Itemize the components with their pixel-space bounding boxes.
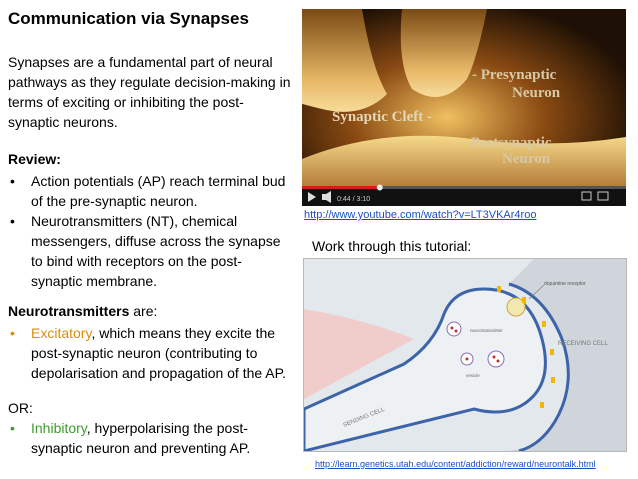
inhibitory-word: Inhibitory [31, 420, 87, 436]
excitatory-word: Excitatory [31, 325, 92, 341]
tutorial-image [303, 258, 627, 452]
or-label: OR: [8, 400, 33, 416]
label-presynaptic: - Presynaptic [472, 67, 557, 83]
label-postsynaptic: - Postsynaptic [462, 135, 552, 151]
bullet: • [10, 325, 15, 341]
nt-heading-bold: Neurotransmitters [8, 303, 130, 319]
bullet: • [10, 420, 15, 436]
video-time: 0:44 / 3:10 [337, 196, 371, 203]
label-postsynaptic-2: Neuron [502, 151, 551, 167]
intro-paragraph: Synapses are a fundamental part of neural pathways as they regulate decision-making in terms of exciting or inhibiting the post-synaptic neurons. [8, 54, 291, 130]
synapse-diagram [304, 259, 626, 451]
video-scrubber[interactable] [377, 185, 383, 191]
video-frame [302, 9, 626, 206]
tutorial-label: Work through this tutorial: [312, 238, 472, 254]
label-neurotransmitter: neurotransmitter [470, 328, 503, 333]
label-synaptic-cleft: Synaptic Cleft - [332, 109, 432, 125]
neurotransmitters-heading [8, 303, 157, 319]
video-progress-fill [302, 186, 380, 189]
bullet: • [10, 213, 15, 229]
video-link[interactable]: http://www.youtube.com/watch?v=LT3VKAr4roo [304, 209, 537, 221]
review-heading: Review: [8, 151, 61, 167]
label-vesicle: vesicle [466, 373, 480, 378]
review-item-text: Action potentials (AP) reach terminal bud of the pre-synaptic neuron. [31, 173, 286, 209]
video-player[interactable] [302, 9, 626, 206]
list-item [8, 323, 293, 383]
nt-heading-rest: are: [129, 303, 158, 319]
vesicle [488, 351, 504, 367]
list-item [8, 211, 293, 291]
label-presynaptic-2: Neuron [512, 85, 561, 101]
inhibitory-text: , hyperpolarising the post-synaptic neuron and preventing AP. [31, 420, 251, 456]
review-list [8, 171, 293, 291]
inhibitory-list [8, 418, 293, 458]
list-item [8, 418, 293, 458]
review-item-text: Neurotransmitters (NT), chemical messengers, diffuse across the synapse to bind with receptors on the post-synaptic membrane. [31, 213, 281, 289]
vesicle [447, 322, 461, 336]
label-sending-cell: SENDING CELL [342, 406, 386, 429]
label-receiving-cell: RECEIVING CELL [558, 341, 608, 347]
volume-icon[interactable] [322, 194, 326, 200]
excitatory-list [8, 323, 293, 383]
excitatory-text: , which means they excite the post-synaptic neuron (contributing to depolarisation and propagation of the AP. [31, 325, 287, 381]
list-item [8, 171, 293, 211]
slide-title: Communication via Synapses [8, 9, 249, 28]
label-dopamine-receptor: dopamine receptor [544, 281, 586, 287]
tutorial-link[interactable]: http://learn.genetics.utah.edu/content/addiction/reward/neurontalk.html [315, 459, 596, 469]
bullet: • [10, 173, 15, 189]
